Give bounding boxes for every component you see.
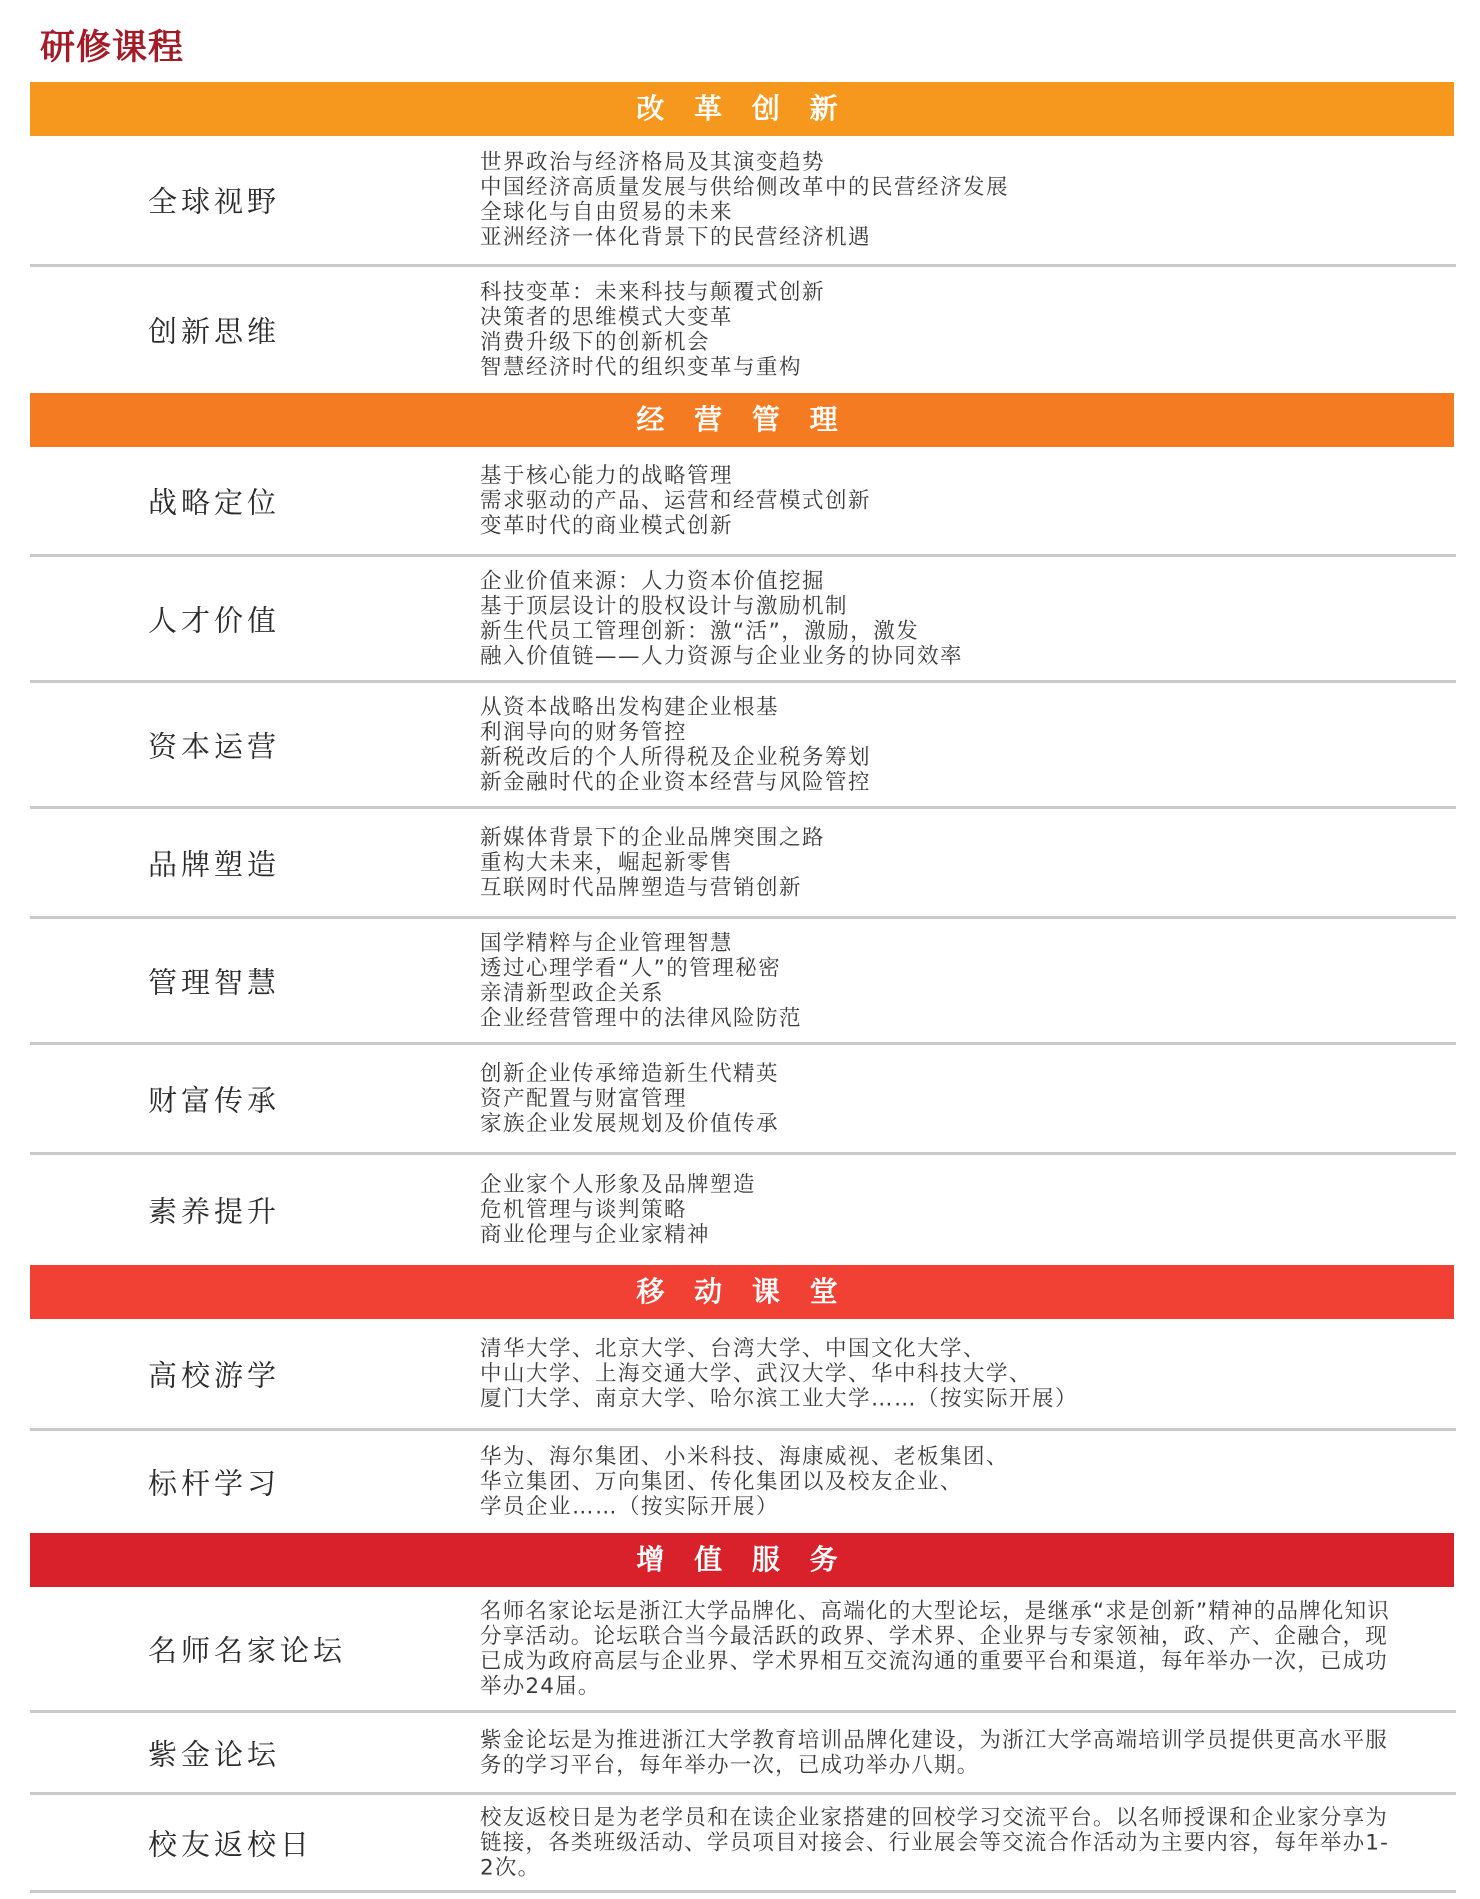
course-description: 校友返校日是为老学员和在读企业家搭建的回校学习交流平台。以名师授课和企业家分享为链接，各类班级活动、学员项目对接会、行业展会等交流合作活动为主要内容，每年举办1-2次。 — [480, 1805, 1390, 1880]
topic: 企业经营管理中的法律风险防范 — [480, 1005, 803, 1031]
topic: 国学精粹与企业管理智慧 — [480, 930, 734, 956]
topic: 华立集团、万向集团、传化集团以及校友企业、 — [480, 1469, 964, 1495]
course-category: 全球视野 — [148, 184, 281, 219]
topic: 新金融时代的企业资本经营与风险管控 — [480, 769, 872, 795]
course-topics — [480, 150, 1009, 250]
course-topics — [480, 931, 802, 1031]
course-topics — [480, 1173, 756, 1248]
course-row — [30, 683, 1456, 809]
course-row — [30, 1319, 1456, 1431]
course-category: 校友返校日 — [148, 1827, 314, 1861]
course-category: 素养提升 — [148, 1194, 281, 1229]
topic: 需求驱动的产品、运营和经营模式创新 — [480, 488, 872, 513]
course-topics — [480, 695, 871, 795]
topic: 基于核心能力的战略管理 — [480, 463, 734, 488]
course-description: 名师名家论坛是浙江大学品牌化、高端化的大型论坛，是继承“求是创新”精神的品牌化知识分享活动。论坛联合当今最活跃的政界、学术界、企业界与专家领袖，政、产、企融合，现已成为政府高层与企业界、学术界相互交流沟通的重要平台和渠道，每年举办一次，已成功举办24届。 — [480, 1598, 1390, 1699]
topic: 学员企业……（按实际开展） — [480, 1494, 780, 1520]
course-row — [30, 267, 1456, 393]
course-topics — [480, 1445, 1009, 1520]
topic: 危机管理与谈判策略 — [480, 1197, 688, 1223]
topic: 企业家个人形象及品牌塑造 — [480, 1172, 757, 1198]
course-category: 名师名家论坛 — [148, 1633, 347, 1667]
course-row — [30, 919, 1456, 1045]
topic: 资产配置与财富管理 — [480, 1086, 688, 1111]
course-row — [30, 136, 1456, 267]
topic: 透过心理学看“人”的管理秘密 — [480, 955, 782, 981]
topic: 全球化与自由贸易的未来 — [480, 200, 734, 225]
topic: 决策者的思维模式大变革 — [480, 305, 734, 330]
course-category: 高校游学 — [148, 1358, 281, 1392]
topic: 亲清新型政企关系 — [480, 980, 665, 1006]
topic: 清华大学、北京大学、台湾大学、中国文化大学、 — [480, 1336, 987, 1361]
course-row — [30, 1587, 1456, 1713]
course-category: 标杆学习 — [148, 1466, 281, 1501]
course-topics — [480, 1061, 779, 1136]
course-category: 人才价值 — [148, 603, 281, 637]
topic: 华为、海尔集团、小米科技、海康威视、老板集团、 — [480, 1444, 1010, 1470]
course-description: 紫金论坛是为推进浙江大学教育培训品牌化建设，为浙江大学高端培训学员提供更高水平服务的学习平台，每年举办一次，已成功举办八期。 — [480, 1727, 1389, 1778]
course-category: 财富传承 — [148, 1083, 281, 1117]
course-row — [30, 1795, 1456, 1893]
course-row — [30, 1431, 1456, 1533]
topic: 科技变革：未来科技与颠覆式创新 — [480, 280, 826, 305]
course-topics — [480, 463, 871, 538]
course-category: 品牌塑造 — [148, 847, 281, 881]
topic: 消费升级下的创新机会 — [480, 330, 711, 355]
course-row — [30, 1713, 1456, 1795]
course-category: 紫金论坛 — [148, 1737, 281, 1771]
topic: 中国经济高质量发展与供给侧改革中的民营经济发展 — [480, 175, 1010, 200]
course-topics — [480, 825, 825, 900]
topic: 基于顶层设计的股权设计与激励机制 — [480, 593, 849, 619]
course-row — [30, 809, 1456, 919]
topic: 互联网时代品牌塑造与营销创新 — [480, 875, 803, 900]
section-band-reform: 改 革 创 新 — [30, 82, 1454, 136]
topic: 创新企业传承缔造新生代精英 — [480, 1061, 780, 1086]
topic: 厦门大学、南京大学、哈尔滨工业大学……（按实际开展） — [480, 1386, 1079, 1411]
section-band-mobile-classroom: 移 动 课 堂 — [30, 1265, 1454, 1319]
topic: 世界政治与经济格局及其演变趋势 — [480, 150, 826, 175]
course-row — [30, 1045, 1456, 1155]
course-category: 战略定位 — [148, 485, 281, 519]
course-topics — [480, 280, 825, 380]
course-row — [30, 1155, 1456, 1265]
section-band-management: 经 营 管 理 — [30, 393, 1454, 447]
topic: 企业价值来源：人力资本价值挖掘 — [480, 568, 826, 594]
topic: 中山大学、上海交通大学、武汉大学、华中科技大学、 — [480, 1361, 1033, 1386]
topic: 新生代员工管理创新：激“活”，激励，激发 — [480, 618, 920, 644]
topic: 融入价值链——人力资源与企业业务的协同效率 — [480, 643, 964, 669]
course-category: 管理智慧 — [148, 965, 281, 999]
course-topics — [480, 1336, 1078, 1411]
topic: 新媒体背景下的企业品牌突围之路 — [480, 825, 826, 850]
topic: 重构大未来，崛起新零售 — [480, 850, 734, 875]
course-category: 资本运营 — [148, 729, 281, 763]
topic: 变革时代的商业模式创新 — [480, 513, 734, 538]
topic: 亚洲经济一体化背景下的民营经济机遇 — [480, 225, 872, 250]
topic: 新税改后的个人所得税及企业税务筹划 — [480, 744, 872, 770]
page-title: 研修课程 — [40, 28, 185, 68]
course-row — [30, 557, 1456, 683]
topic: 商业伦理与企业家精神 — [480, 1222, 711, 1248]
course-category: 创新思维 — [148, 314, 281, 349]
course-row — [30, 447, 1456, 557]
topic: 智慧经济时代的组织变革与重构 — [480, 355, 803, 380]
topic: 利润导向的财务管控 — [480, 719, 688, 745]
topic: 从资本战略出发构建企业根基 — [480, 694, 780, 720]
course-topics — [480, 569, 963, 669]
section-band-value-added: 增 值 服 务 — [30, 1533, 1454, 1587]
topic: 家族企业发展规划及价值传承 — [480, 1111, 780, 1136]
